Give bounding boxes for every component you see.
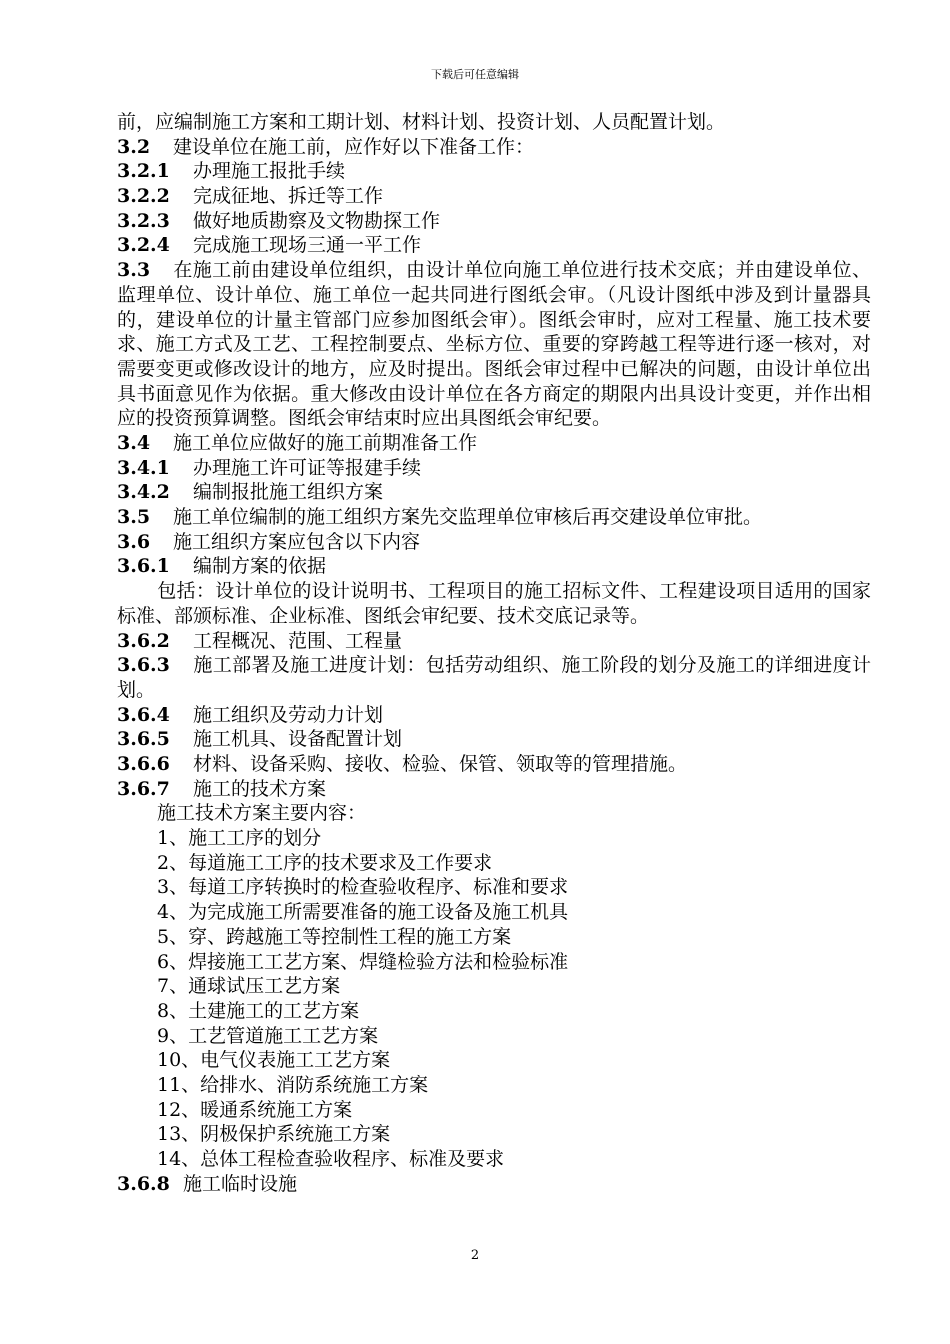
- section-heading: [117, 209, 871, 234]
- section-number: 3.6.8: [117, 1172, 170, 1195]
- section-heading: [117, 233, 871, 258]
- list-item-text: 14、总体工程检查验收程序、标准及要求: [157, 1148, 505, 1171]
- paragraph-text: 包括：设计单位的设计说明书、工程项目的施工招标文件、工程建设项目适用的国家标准、部颁标准、企业标准、图纸会审纪要、技术交底记录等。: [117, 580, 871, 627]
- paragraph-line: [117, 110, 871, 135]
- list-item-text: 2、每道施工工序的技术要求及工作要求: [157, 851, 493, 874]
- section-heading: [117, 431, 871, 456]
- list-item-text: 8、土建施工的工艺方案: [157, 999, 360, 1022]
- section-number: 3.6: [117, 530, 151, 553]
- section-heading: [117, 159, 871, 184]
- section-heading: [117, 777, 871, 802]
- list-item: [117, 950, 871, 975]
- section-text: 施工临时设施: [183, 1172, 298, 1195]
- list-item-text: 6、焊接施工工艺方案、焊缝检验方法和检验标准: [157, 950, 569, 973]
- section-number: 3.6.4: [117, 703, 170, 726]
- list-item-text: 13、阴极保护系统施工方案: [157, 1123, 391, 1146]
- section-number: 3.6.2: [117, 629, 170, 652]
- list-item-text: 9、工艺管道施工工艺方案: [157, 1024, 379, 1047]
- list-item: [117, 875, 871, 900]
- section-text: 施工单位编制的施工组织方案先交监理单位审核后再交建设单位审批。: [173, 506, 763, 529]
- section-text: 完成施工现场三通一平工作: [193, 234, 422, 257]
- section-text: 施工部署及施工进度计划：包括劳动组织、施工阶段的划分及施工的详细进度计划。: [117, 654, 871, 701]
- section-text: 施工机具、设备配置计划: [193, 728, 403, 751]
- list-item-text: 5、穿、跨越施工等控制性工程的施工方案: [157, 925, 512, 948]
- list-item-text: 3、每道工序转换时的检查验收程序、标准和要求: [157, 876, 569, 899]
- section-number: 3.6.6: [117, 753, 170, 776]
- paragraph-text: 前，应编制施工方案和工期计划、材料计划、投资计划、人员配置计划。: [117, 111, 726, 133]
- section-number: 3.6.3: [117, 654, 170, 677]
- list-item: [117, 1098, 871, 1123]
- section-number: 3.4.2: [117, 481, 170, 504]
- section-heading: [117, 184, 871, 209]
- list-item: [117, 1048, 871, 1073]
- section-text: 办理施工报批手续: [193, 160, 346, 183]
- section-heading: [117, 752, 871, 777]
- list-item: [117, 1147, 871, 1172]
- list-intro: [117, 801, 871, 826]
- section-text: 施工组织及劳动力计划: [193, 703, 384, 726]
- section-number: 3.4.1: [117, 456, 170, 479]
- section-number: 3.2.3: [117, 209, 170, 232]
- section-number: 3.6.5: [117, 728, 170, 751]
- section-text: 施工单位应做好的施工前期准备工作: [173, 432, 478, 455]
- list-item-text: 1、施工工序的划分: [157, 827, 322, 850]
- section-heading: [117, 727, 871, 752]
- list-item: [117, 1073, 871, 1098]
- section-text: 完成征地、拆迁等工作: [193, 185, 384, 208]
- section-text: 施工组织方案应包含以下内容: [173, 530, 421, 553]
- section-paragraph: [117, 258, 871, 431]
- list-item: [117, 1024, 871, 1049]
- section-heading: [117, 135, 871, 160]
- list-item: [117, 900, 871, 925]
- page-number: 2: [470, 1248, 480, 1263]
- indented-paragraph: [117, 579, 871, 628]
- section-text: 做好地质勘察及文物勘探工作: [193, 209, 441, 232]
- list-item: [117, 974, 871, 999]
- section-number: 3.6.1: [117, 555, 170, 578]
- document-body: [117, 110, 871, 1196]
- list-item-text: 12、暖通系统施工方案: [157, 1098, 353, 1121]
- section-text: 工程概况、范围、工程量: [193, 629, 403, 652]
- section-number: 3.2.1: [117, 160, 170, 183]
- list-item-text: 7、通球试压工艺方案: [157, 975, 341, 998]
- section-heading: [117, 703, 871, 728]
- list-item-text: 10、电气仪表施工工艺方案: [157, 1049, 391, 1072]
- section-text: 编制方案的依据: [193, 555, 327, 578]
- section-text: 建设单位在施工前，应作好以下准备工作：: [173, 135, 535, 158]
- list-item: [117, 826, 871, 851]
- section-paragraph: [117, 653, 871, 702]
- list-item-text: 4、为完成施工所需要准备的施工设备及施工机具: [157, 901, 569, 924]
- section-text: 材料、设备采购、接收、检验、保管、领取等的管理措施。: [193, 753, 688, 776]
- list-item: [117, 1122, 871, 1147]
- section-heading: [117, 629, 871, 654]
- section-number: 3.5: [117, 506, 151, 529]
- list-item-text: 11、给排水、消防系统施工方案: [157, 1073, 429, 1096]
- section-heading: [117, 1172, 871, 1197]
- list-item: [117, 925, 871, 950]
- page-header: 下载后可任意编辑: [431, 68, 519, 81]
- section-number: 3.2.2: [117, 185, 170, 208]
- list-item: [117, 999, 871, 1024]
- section-heading: [117, 530, 871, 555]
- section-number: 3.3: [117, 259, 151, 282]
- section-text: 在施工前由建设单位组织，由设计单位向施工单位进行技术交底；并由建设单位、监理单位、设计单位、施工单位一起共同进行图纸会审。（凡设计图纸中涉及到计量器具的，建设单位的计量主管部门应参加图纸会审）。图纸会审时，应对工程量、施工技术要求、施工方式及工艺、工程控制要点、坐标方位、重要的穿跨越工程等进行逐一核对，对需要变更或修改设计的地方，应及时提出。图纸会审过程中已解决的问题，由设计单位出具书面意见作为依据。重大修改由设计单位在各方商定的期限内出具设计变更，并作出相应的投资预算调整。图纸会审结束时应出具图纸会审纪要。: [117, 259, 871, 430]
- section-heading: [117, 456, 871, 481]
- list-item: [117, 851, 871, 876]
- paragraph-text: 施工技术方案主要内容：: [157, 802, 367, 825]
- section-heading: [117, 505, 871, 530]
- section-number: 3.2: [117, 135, 151, 158]
- section-heading: [117, 480, 871, 505]
- section-text: 编制报批施工组织方案: [193, 481, 384, 504]
- section-text: 办理施工许可证等报建手续: [193, 456, 422, 479]
- section-heading: [117, 554, 871, 579]
- section-number: 3.4: [117, 432, 151, 455]
- section-text: 施工的技术方案: [193, 777, 327, 800]
- section-number: 3.2.4: [117, 234, 170, 257]
- section-number: 3.6.7: [117, 777, 170, 800]
